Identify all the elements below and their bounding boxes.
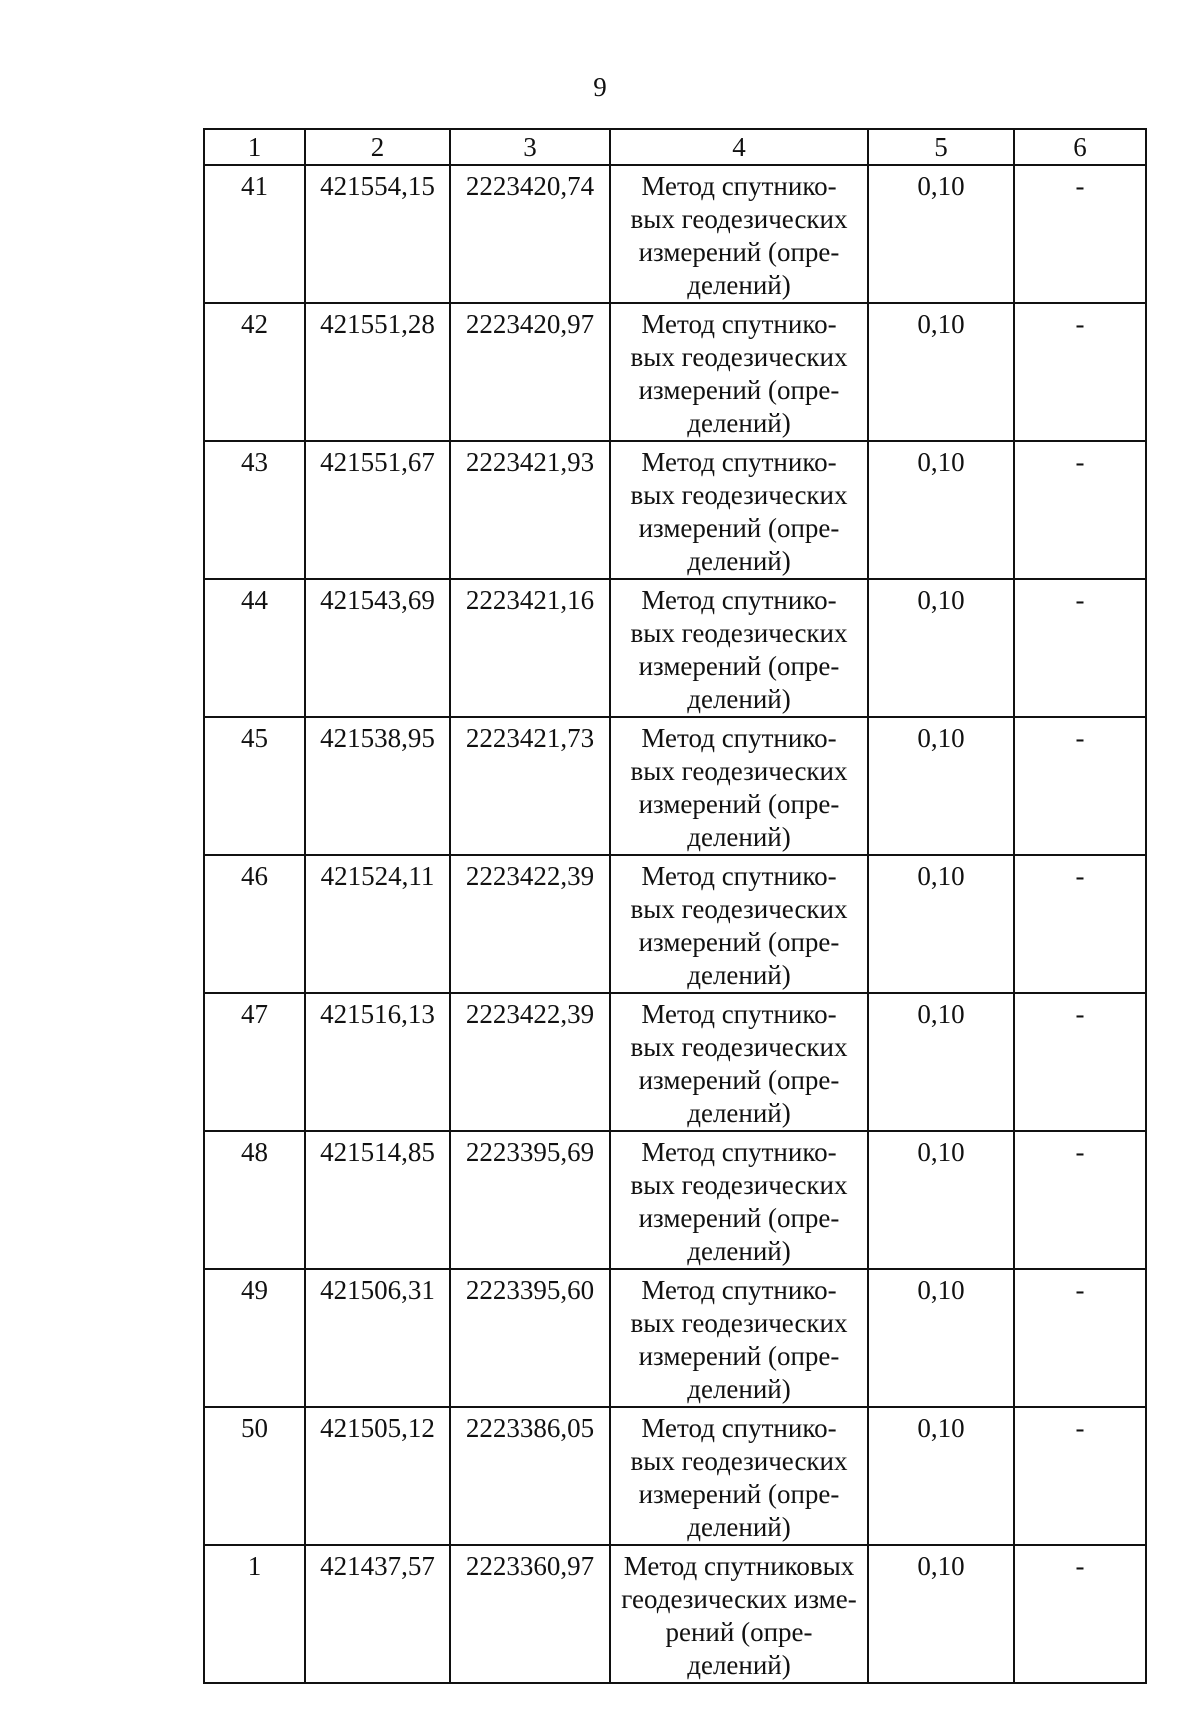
method-cell: Метод спутнико- вых геодезических измерений (опре- делений): [610, 579, 868, 717]
x-coordinate: 421506,31: [305, 1269, 450, 1407]
x-coordinate: 421554,15: [305, 165, 450, 303]
method-cell: Метод спутнико- вых геодезических измерений (опре- делений): [610, 303, 868, 441]
accuracy-cell: 0,10: [868, 165, 1014, 303]
accuracy-cell: 0,10: [868, 303, 1014, 441]
column-header-2: 2: [305, 129, 450, 165]
table-row: [204, 993, 1146, 1131]
method-cell: Метод спутнико- вых геодезических измерений (опре- делений): [610, 1131, 868, 1269]
point-number: 47: [204, 993, 305, 1131]
point-number: 44: [204, 579, 305, 717]
table-row: [204, 855, 1146, 993]
method-cell: Метод спутнико- вых геодезических измерений (опре- делений): [610, 993, 868, 1131]
column-header-6: 6: [1014, 129, 1146, 165]
y-coordinate: 2223422,39: [450, 993, 610, 1131]
accuracy-cell: 0,10: [868, 1269, 1014, 1407]
y-coordinate: 2223421,93: [450, 441, 610, 579]
table-row: [204, 1407, 1146, 1545]
y-coordinate: 2223395,69: [450, 1131, 610, 1269]
table-row: [204, 1545, 1146, 1683]
method-cell: Метод спутнико- вых геодезических измерений (опре- делений): [610, 1407, 868, 1545]
accuracy-cell: 0,10: [868, 579, 1014, 717]
x-coordinate: 421524,11: [305, 855, 450, 993]
y-coordinate: 2223386,05: [450, 1407, 610, 1545]
note-cell: -: [1014, 717, 1146, 855]
note-cell: -: [1014, 1131, 1146, 1269]
table-row: [204, 303, 1146, 441]
note-cell: -: [1014, 1269, 1146, 1407]
column-header-4: 4: [610, 129, 868, 165]
table-header: [204, 129, 1146, 165]
table-row: [204, 1269, 1146, 1407]
point-number: 49: [204, 1269, 305, 1407]
y-coordinate: 2223395,60: [450, 1269, 610, 1407]
note-cell: -: [1014, 579, 1146, 717]
y-coordinate: 2223420,74: [450, 165, 610, 303]
point-number: 1: [204, 1545, 305, 1683]
accuracy-cell: 0,10: [868, 441, 1014, 579]
x-coordinate: 421551,67: [305, 441, 450, 579]
table-body: [204, 165, 1146, 1683]
y-coordinate: 2223421,73: [450, 717, 610, 855]
accuracy-cell: 0,10: [868, 855, 1014, 993]
point-number: 43: [204, 441, 305, 579]
note-cell: -: [1014, 1545, 1146, 1683]
table-row: [204, 717, 1146, 855]
note-cell: -: [1014, 855, 1146, 993]
method-cell: Метод спутнико- вых геодезических измерений (опре- делений): [610, 717, 868, 855]
accuracy-cell: 0,10: [868, 993, 1014, 1131]
method-cell: Метод спутнико- вых геодезических измерений (опре- делений): [610, 855, 868, 993]
point-number: 48: [204, 1131, 305, 1269]
method-cell: Метод спутнико- вых геодезических измерений (опре- делений): [610, 441, 868, 579]
x-coordinate: 421551,28: [305, 303, 450, 441]
method-cell: Метод спутнико- вых геодезических измерений (опре- делений): [610, 1269, 868, 1407]
point-number: 41: [204, 165, 305, 303]
x-coordinate: 421538,95: [305, 717, 450, 855]
note-cell: -: [1014, 1407, 1146, 1545]
note-cell: -: [1014, 303, 1146, 441]
table-row: [204, 441, 1146, 579]
y-coordinate: 2223422,39: [450, 855, 610, 993]
accuracy-cell: 0,10: [868, 717, 1014, 855]
point-number: 50: [204, 1407, 305, 1545]
method-cell: Метод спутнико- вых геодезических измерений (опре- делений): [610, 165, 868, 303]
method-cell: Метод спутниковых геодезических изме- рений (опре- делений): [610, 1545, 868, 1683]
y-coordinate: 2223420,97: [450, 303, 610, 441]
x-coordinate: 421437,57: [305, 1545, 450, 1683]
y-coordinate: 2223421,16: [450, 579, 610, 717]
table-row: [204, 165, 1146, 303]
accuracy-cell: 0,10: [868, 1545, 1014, 1683]
point-number: 45: [204, 717, 305, 855]
column-header-5: 5: [868, 129, 1014, 165]
x-coordinate: 421505,12: [305, 1407, 450, 1545]
x-coordinate: 421543,69: [305, 579, 450, 717]
header-row: [204, 129, 1146, 165]
table-row: [204, 579, 1146, 717]
point-number: 46: [204, 855, 305, 993]
note-cell: -: [1014, 165, 1146, 303]
page-number: 9: [593, 72, 607, 102]
column-header-1: 1: [204, 129, 305, 165]
x-coordinate: 421514,85: [305, 1131, 450, 1269]
note-cell: -: [1014, 993, 1146, 1131]
point-number: 42: [204, 303, 305, 441]
table-row: [204, 1131, 1146, 1269]
column-header-3: 3: [450, 129, 610, 165]
note-cell: -: [1014, 441, 1146, 579]
x-coordinate: 421516,13: [305, 993, 450, 1131]
accuracy-cell: 0,10: [868, 1407, 1014, 1545]
accuracy-cell: 0,10: [868, 1131, 1014, 1269]
y-coordinate: 2223360,97: [450, 1545, 610, 1683]
coordinates-table: [203, 128, 1147, 1684]
